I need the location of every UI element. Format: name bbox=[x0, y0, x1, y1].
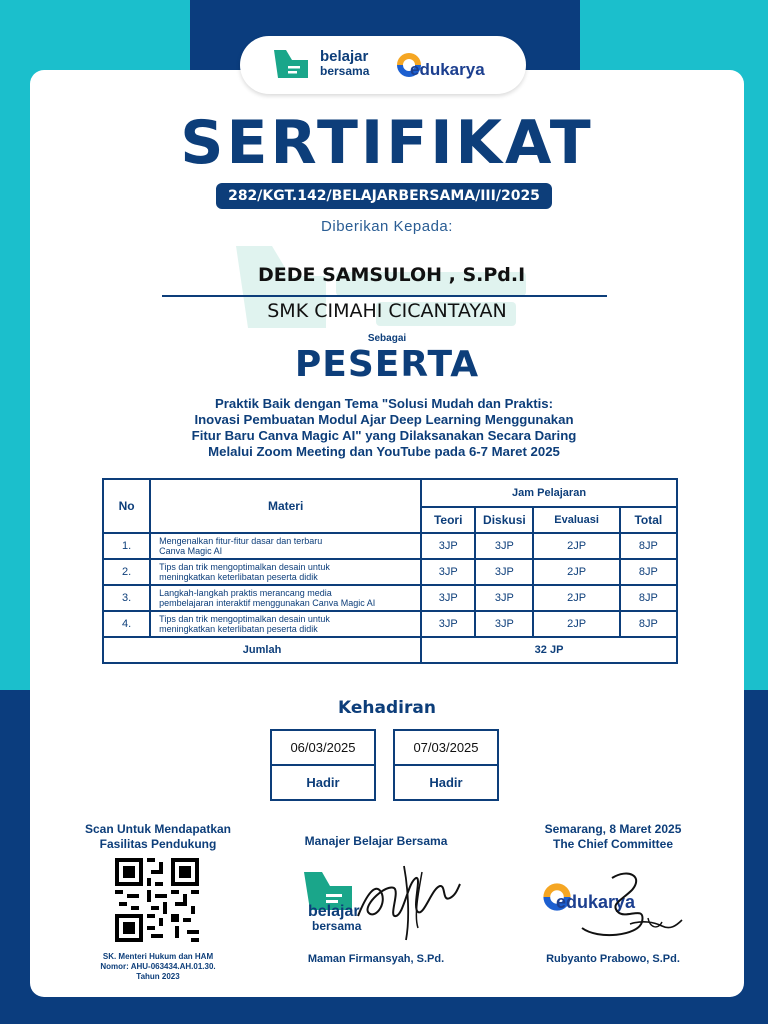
name-underline bbox=[162, 295, 607, 297]
certificate-title: SERTIFIKAT bbox=[180, 108, 594, 178]
manager-signature bbox=[352, 858, 464, 946]
row-no: 4. bbox=[103, 611, 150, 637]
manager-name: Maman Firmansyah, S.Pd. bbox=[307, 953, 445, 965]
row-diskusi: 3JP bbox=[475, 559, 533, 585]
given-to-label: Diberikan Kepada: bbox=[321, 218, 453, 235]
recipient-institution: SMK CIMAHI CICANTAYAN bbox=[267, 300, 507, 322]
sum-value: 32 JP bbox=[421, 637, 677, 663]
row-teori: 3JP bbox=[421, 585, 475, 611]
recipient-role: PESERTA bbox=[294, 344, 480, 385]
table-row bbox=[103, 533, 677, 559]
table-sum-row bbox=[103, 637, 677, 663]
col-header-jam: Jam Pelajaran bbox=[421, 479, 677, 507]
description-line: Inovasi Pembuatan Modul Ajar Deep Learning Menggunakan bbox=[194, 412, 574, 427]
col-header-no: No bbox=[103, 479, 150, 533]
attendance-day-2 bbox=[393, 729, 499, 801]
row-materi: Mengenalkan fitur-fitur dasar dan terbaru Canva Magic AI bbox=[150, 533, 421, 559]
row-no: 2. bbox=[103, 559, 150, 585]
attendance-date: 06/03/2025 bbox=[272, 731, 374, 766]
description-line: Praktik Baik dengan Tema "Solusi Mudah dan Praktis: bbox=[215, 396, 553, 411]
certificate-number: 282/KGT.142/BELAJARBERSAMA/III/2025 bbox=[216, 183, 552, 209]
belajar-bersama-logo-icon bbox=[272, 46, 312, 82]
stamp-edukarya-text: edukarya bbox=[556, 892, 636, 912]
row-diskusi: 3JP bbox=[475, 533, 533, 559]
attendance-status: Hadir bbox=[306, 775, 340, 790]
recipient-name: DEDE SAMSULOH , S.Pd.I bbox=[258, 264, 526, 286]
attendance-date: 07/03/2025 bbox=[395, 731, 497, 766]
col-header-diskusi: Diskusi bbox=[475, 507, 533, 533]
as-label: Sebagai bbox=[367, 333, 407, 344]
materi-table bbox=[102, 478, 678, 664]
table-row bbox=[103, 585, 677, 611]
row-total: 8JP bbox=[620, 611, 677, 637]
row-evaluasi: 2JP bbox=[533, 533, 619, 559]
row-teori: 3JP bbox=[421, 611, 475, 637]
qr-title: Scan Untuk Mendapatkan Fasilitas Pendukung bbox=[84, 822, 232, 851]
committee-name: Rubyanto Prabowo, S.Pd. bbox=[546, 953, 680, 965]
stamp-belajar-text: belajar bersama bbox=[308, 903, 362, 933]
col-header-evaluasi: Evaluasi bbox=[533, 507, 619, 533]
qr-code-icon[interactable] bbox=[115, 858, 199, 942]
col-header-teori: Teori bbox=[421, 507, 475, 533]
event-description bbox=[90, 396, 678, 460]
attendance-title: Kehadiran bbox=[338, 698, 436, 718]
row-evaluasi: 2JP bbox=[533, 559, 619, 585]
row-diskusi: 3JP bbox=[475, 611, 533, 637]
row-teori: 3JP bbox=[421, 533, 475, 559]
col-header-total: Total bbox=[620, 507, 677, 533]
row-no: 1. bbox=[103, 533, 150, 559]
committee-title: Semarang, 8 Maret 2025 The Chief Committee bbox=[544, 822, 682, 851]
row-no: 3. bbox=[103, 585, 150, 611]
row-total: 8JP bbox=[620, 585, 677, 611]
description-line: Fitur Baru Canva Magic AI" yang Dilaksanakan Secara Daring bbox=[191, 428, 577, 443]
row-total: 8JP bbox=[620, 533, 677, 559]
committee-signature bbox=[572, 864, 688, 948]
attendance-day-1 bbox=[270, 729, 376, 801]
table-row bbox=[103, 611, 677, 637]
row-diskusi: 3JP bbox=[475, 585, 533, 611]
description-line: Melalui Zoom Meeting dan YouTube pada 6-7 Maret 2025 bbox=[208, 444, 560, 459]
table-row bbox=[103, 559, 677, 585]
row-materi: Langkah-langkah praktis merancang media pembelajaran interaktif menggunakan Canva Magic AI bbox=[150, 585, 421, 611]
row-materi: Tips dan trik mengoptimalkan desain untuk meningkatkan keterlibatan peserta didik bbox=[150, 611, 421, 637]
logo-belajar-text: belajar bersama bbox=[320, 48, 370, 78]
row-materi: Tips dan trik mengoptimalkan desain untuk meningkatkan keterlibatan peserta didik bbox=[150, 559, 421, 585]
col-header-materi: Materi bbox=[150, 479, 421, 533]
attendance-status: Hadir bbox=[429, 775, 463, 790]
manager-title: Manajer Belajar Bersama bbox=[304, 834, 448, 848]
logo-edukarya-text: edukarya bbox=[410, 60, 485, 79]
legal-registration: SK. Menteri Hukum dan HAM Nomor: AHU-063434.AH.01.30. Tahun 2023 bbox=[100, 952, 216, 981]
row-teori: 3JP bbox=[421, 559, 475, 585]
sum-label: Jumlah bbox=[103, 637, 421, 663]
logo-header bbox=[240, 36, 526, 94]
row-total: 8JP bbox=[620, 559, 677, 585]
row-evaluasi: 2JP bbox=[533, 611, 619, 637]
row-evaluasi: 2JP bbox=[533, 585, 619, 611]
